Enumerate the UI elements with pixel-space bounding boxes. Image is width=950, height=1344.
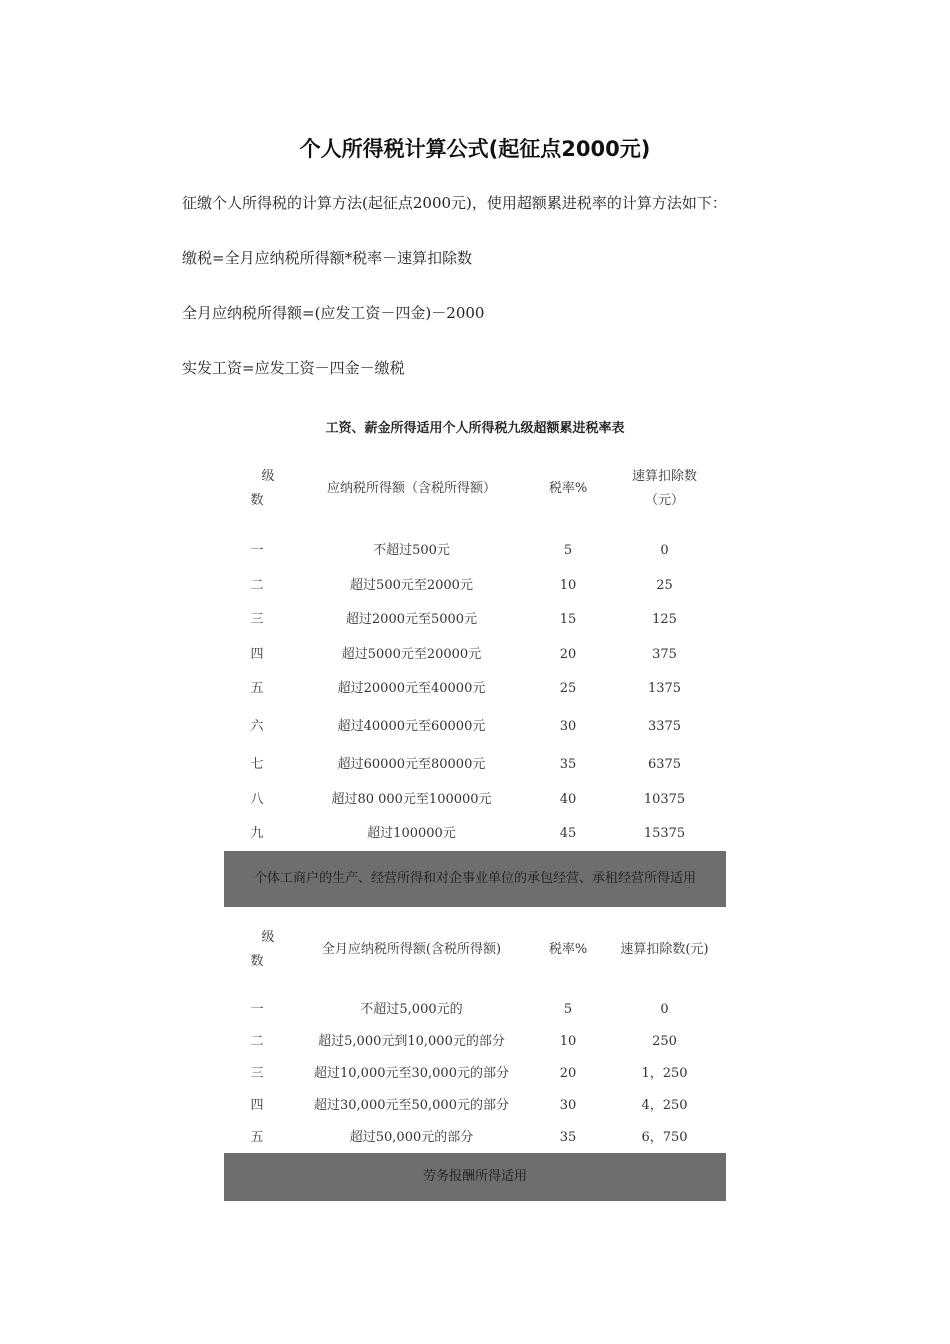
table2-body bbox=[224, 999, 726, 1149]
header-level-top: 级 bbox=[261, 930, 275, 945]
amount-cell: 超过5,000元到10,000元的部分 bbox=[318, 1034, 505, 1049]
deduction-cell: 10375 bbox=[643, 792, 686, 807]
business-income-band: 个体工商户的生产、经营所得和对企事业单位的承包经营、承租经营所得适用 bbox=[224, 851, 726, 907]
labor-income-band: 劳务报酬所得适用 bbox=[224, 1153, 726, 1201]
deduction-cell: 4，250 bbox=[641, 1098, 688, 1113]
table-row bbox=[224, 999, 726, 1021]
level-cell: 二 bbox=[250, 578, 264, 593]
rate-cell: 5 bbox=[563, 1002, 573, 1017]
rate-cell: 40 bbox=[559, 792, 577, 807]
deduction-cell: 3375 bbox=[647, 719, 682, 734]
amount-cell: 超过80 000元至100000元 bbox=[331, 792, 492, 807]
header-deduction-top: 速算扣除数 bbox=[631, 469, 697, 484]
amount-cell: 超过5000元至20000元 bbox=[341, 647, 482, 662]
header-level-bottom: 数 bbox=[250, 493, 264, 508]
intro-paragraph: 征缴个人所得税的计算方法(起征点2000元)，使用超额累进税率的计算方法如下： bbox=[182, 194, 727, 212]
table-row bbox=[224, 1127, 726, 1149]
amount-cell: 超过500元至2000元 bbox=[350, 578, 473, 593]
table1-header-level bbox=[224, 465, 290, 513]
net-salary-formula: 实发工资=应发工资－四金－缴税 bbox=[182, 359, 405, 377]
amount-cell: 超过60000元至80000元 bbox=[337, 757, 486, 772]
table-row bbox=[224, 1095, 726, 1117]
table-row bbox=[224, 1031, 726, 1053]
amount-cell: 超过20000元至40000元 bbox=[337, 681, 486, 696]
table-row bbox=[224, 716, 726, 738]
rate-cell: 45 bbox=[559, 826, 577, 841]
deduction-cell: 0 bbox=[660, 543, 669, 558]
table2-header bbox=[224, 926, 726, 976]
amount-cell: 超过30,000元至50,000元的部分 bbox=[314, 1098, 509, 1113]
deduction-cell: 1，250 bbox=[641, 1066, 688, 1081]
header-level-top: 级 bbox=[261, 469, 275, 484]
deduction-cell: 6，750 bbox=[641, 1130, 688, 1145]
level-cell: 三 bbox=[250, 612, 264, 627]
amount-cell: 超过40000元至60000元 bbox=[337, 719, 486, 734]
amount-cell: 超过10,000元至30,000元的部分 bbox=[314, 1066, 509, 1081]
level-cell: 四 bbox=[250, 1098, 264, 1113]
rate-cell: 35 bbox=[559, 757, 577, 772]
amount-cell: 超过2000元至5000元 bbox=[345, 612, 478, 627]
table-row bbox=[224, 754, 726, 776]
table-row bbox=[224, 609, 726, 631]
level-cell: 四 bbox=[250, 647, 264, 662]
taxable-income-formula: 全月应纳税所得额=(应发工资－四金)－2000 bbox=[182, 304, 485, 322]
table2-header-rate: 税率% bbox=[548, 942, 588, 957]
amount-cell: 超过100000元 bbox=[367, 826, 456, 841]
table1-body bbox=[224, 540, 726, 845]
deduction-cell: 25 bbox=[656, 578, 673, 593]
level-cell: 一 bbox=[250, 1002, 264, 1017]
level-cell: 八 bbox=[250, 792, 264, 807]
deduction-cell: 125 bbox=[652, 612, 677, 627]
table1-title: 工资、薪金所得适用个人所得税九级超额累进税率表 bbox=[325, 421, 625, 436]
table-row bbox=[224, 540, 726, 562]
rate-cell: 15 bbox=[559, 612, 577, 627]
table2-header-amount: 全月应纳税所得额(含税所得额) bbox=[321, 942, 502, 957]
rate-cell: 25 bbox=[559, 681, 577, 696]
table-row bbox=[224, 789, 726, 811]
deduction-cell: 6375 bbox=[647, 757, 682, 772]
deduction-cell: 375 bbox=[652, 647, 677, 662]
table1-header-amount: 应纳税所得额（含税所得额） bbox=[326, 481, 496, 496]
table1-header-rate: 税率% bbox=[548, 481, 588, 496]
level-cell: 一 bbox=[250, 543, 264, 558]
table2-header-level bbox=[224, 926, 290, 974]
deduction-cell: 250 bbox=[652, 1034, 677, 1049]
rate-cell: 10 bbox=[559, 1034, 577, 1049]
rate-cell: 20 bbox=[559, 1066, 577, 1081]
table-row bbox=[224, 823, 726, 845]
deduction-cell: 15375 bbox=[643, 826, 686, 841]
rate-cell: 30 bbox=[559, 719, 577, 734]
level-cell: 六 bbox=[250, 719, 264, 734]
table2-header-deduction: 速算扣除数(元) bbox=[620, 942, 709, 957]
rate-cell: 5 bbox=[563, 543, 573, 558]
rate-cell: 30 bbox=[559, 1098, 577, 1113]
level-cell: 二 bbox=[250, 1034, 264, 1049]
level-cell: 三 bbox=[250, 1066, 264, 1081]
level-cell: 七 bbox=[250, 757, 264, 772]
table-row bbox=[224, 575, 726, 597]
table1-header bbox=[224, 465, 726, 515]
rate-cell: 35 bbox=[559, 1130, 577, 1145]
document-title: 个人所得税计算公式(起征点2000元) bbox=[299, 137, 651, 161]
level-cell: 五 bbox=[250, 1130, 264, 1145]
tax-formula: 缴税=全月应纳税所得额*税率－速算扣除数 bbox=[182, 249, 473, 267]
table-row bbox=[224, 678, 726, 700]
header-level-bottom: 数 bbox=[250, 954, 264, 969]
table-row bbox=[224, 1063, 726, 1085]
table1-header-deduction bbox=[603, 465, 726, 513]
level-cell: 九 bbox=[250, 826, 264, 841]
rate-cell: 10 bbox=[559, 578, 577, 593]
table-row bbox=[224, 644, 726, 666]
amount-cell: 超过50,000元的部分 bbox=[349, 1130, 474, 1145]
deduction-cell: 1375 bbox=[647, 681, 682, 696]
amount-cell: 不超过5,000元的 bbox=[360, 1002, 463, 1017]
rate-cell: 20 bbox=[559, 647, 577, 662]
amount-cell: 不超过500元 bbox=[373, 543, 450, 558]
level-cell: 五 bbox=[250, 681, 264, 696]
deduction-cell: 0 bbox=[660, 1002, 669, 1017]
header-deduction-bottom: （元） bbox=[644, 493, 684, 508]
